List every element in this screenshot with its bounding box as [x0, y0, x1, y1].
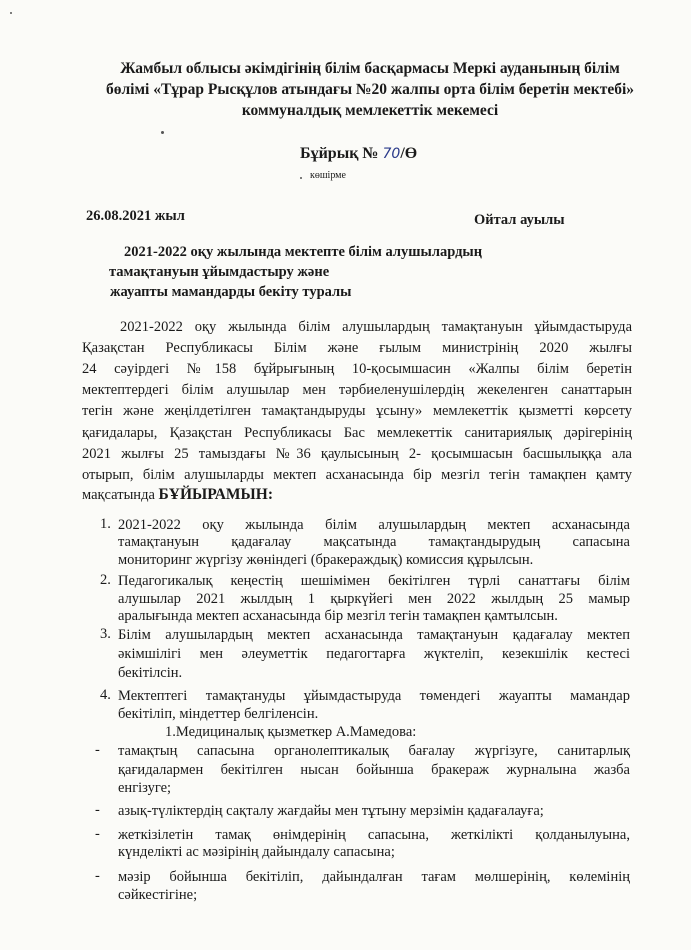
- duty-line: енгізуге;: [118, 780, 172, 796]
- item-number: 2.: [100, 572, 111, 588]
- preamble-last-line: [82, 485, 273, 506]
- item-line: алушылар 2021 жылдың 1 қыркүйегі мен 2022 жылдың 25 мамыр: [118, 591, 630, 607]
- order-number: 70: [382, 146, 401, 162]
- scan-speck: [10, 12, 12, 14]
- item-line: Педагогикалық кеңестің шешімімен бекітілген түрлі санаттағы білім: [118, 573, 630, 589]
- item-line: Білім алушылардың мектеп асханасында тамақтануын қадағалау мектеп: [118, 627, 630, 643]
- item-line: Мектептегі тамақтануды ұйымдастыруда төмендегі жауапты мамандар: [118, 688, 630, 704]
- item-line: тамақтануын қадағалау мақсатында тамақтандырудың сапасына: [118, 534, 630, 550]
- subject-line-2: тамақтануын ұйымдастыру және: [109, 264, 330, 280]
- item-line: мониторинг жүргізу жөніндегі (бракераждық) комиссия құрылсын.: [118, 552, 534, 568]
- preamble-line: отырып, білім алушыларды мектеп асханасында бір мезгіл тегін тамақпен қамту: [82, 467, 632, 483]
- item-line: бекітіліп, міндеттер белгіленсін.: [118, 706, 319, 722]
- dash-bullet: -: [95, 742, 100, 758]
- duty-line: күнделікті ас мәзірінің дайындалу сапасына;: [118, 844, 395, 860]
- preamble-line: 24 сәуірдегі №158 бұйрығының 10-қосымшасин «Жалпы білім беретін: [82, 361, 632, 377]
- scan-speck: [300, 177, 302, 179]
- dash-bullet: -: [95, 802, 100, 818]
- item-number: 4.: [100, 687, 111, 703]
- command-word: БҰЙЫРАМЫН:: [158, 486, 273, 503]
- duty-line: азық-түліктердің сақталу жағдайы мен тұтыну мерзімін қадағалауға;: [118, 803, 544, 819]
- header-line-2: бөлімі «Тұрар Рысқұлов атындағы №20 жалпы орта білім беретін мектебі»: [105, 81, 635, 98]
- item-number: 1.: [100, 516, 111, 532]
- dash-bullet: -: [95, 826, 100, 842]
- duty-line: тамақтың сапасына органолептикалық бағалау жүргізуге, санитарлық: [118, 743, 630, 759]
- item-line: әкімшілігі мен әлеуметтік педагогтарға жүктеліп, кезекшілік кестесі: [118, 646, 630, 662]
- preamble-last-word: мақсатында: [82, 487, 155, 503]
- subject-line-3: жауапты мамандарды бекіту туралы: [110, 284, 352, 300]
- duty-line: сәйкестігіне;: [118, 887, 198, 903]
- duty-line: мәзір бойынша бекітіліп, дайындалған тағам мөлшерінің, көлемінің: [118, 869, 630, 885]
- order-title: [300, 145, 417, 163]
- preamble-line: қағидалары, Қазақстан Республикасы Бас мемлекеттік санитариялық дәрігерінің: [82, 425, 632, 441]
- dash-bullet: -: [95, 868, 100, 884]
- order-date: 26.08.2021 жыл: [86, 208, 185, 224]
- item-line: аралығында мектеп асханасында бір мезгіл тегін тамақпен қамтылсын.: [118, 608, 558, 624]
- duty-line: қағидалармен бекітілген нысан бойынша бракераж журналына жазба: [118, 762, 630, 778]
- item-line: 2021-2022 оқу жылында білім алушылардың мектеп асханасында: [118, 517, 630, 533]
- scan-speck: [161, 131, 164, 134]
- organization-header: [60, 58, 680, 121]
- copy-note: көшірме: [310, 170, 346, 181]
- sub-heading: 1.Медициналық қызметкер А.Мамедова:: [165, 724, 417, 740]
- preamble-line: 2021-2022 оқу жылында білім алушылардың тамақтануын ұйымдастыруда: [120, 319, 632, 335]
- order-suffix: /Ө: [400, 145, 418, 162]
- item-line: бекітілсін.: [118, 665, 183, 681]
- subject-line-1: 2021-2022 оқу жылында мектепте білім алушылардың: [124, 244, 483, 260]
- duty-line: жеткізілетін тамақ өнімдерінің сапасына, жеткілікті қолданылуына,: [118, 827, 630, 843]
- preamble-line: Қазақстан Республикасы Білім және ғылым министрінің 2020 жылғы: [82, 340, 632, 356]
- item-number: 3.: [100, 626, 111, 642]
- preamble-line: мектептердегі білім алушылар мен тәрбиеленушілердің жекеленген санаттарын: [82, 382, 632, 398]
- preamble-line: тегін және жеңілдетілген тамақтандыруды ұсыну» мемлекеттік қызметті көрсету: [82, 403, 632, 419]
- header-line-3: коммуналдық мемлекеттік мекемесі: [241, 102, 499, 119]
- order-place: Ойтал ауылы: [474, 212, 565, 228]
- preamble-line: 2021 жылғы 25 тамыздағы №36 қаулысының 2- қосымшасын басшылыққа ала: [82, 446, 632, 462]
- header-line-1: Жамбыл облысы әкімдігінің білім басқармасы Меркі ауданының білім: [120, 60, 620, 77]
- order-label: Бұйрық №: [300, 145, 379, 162]
